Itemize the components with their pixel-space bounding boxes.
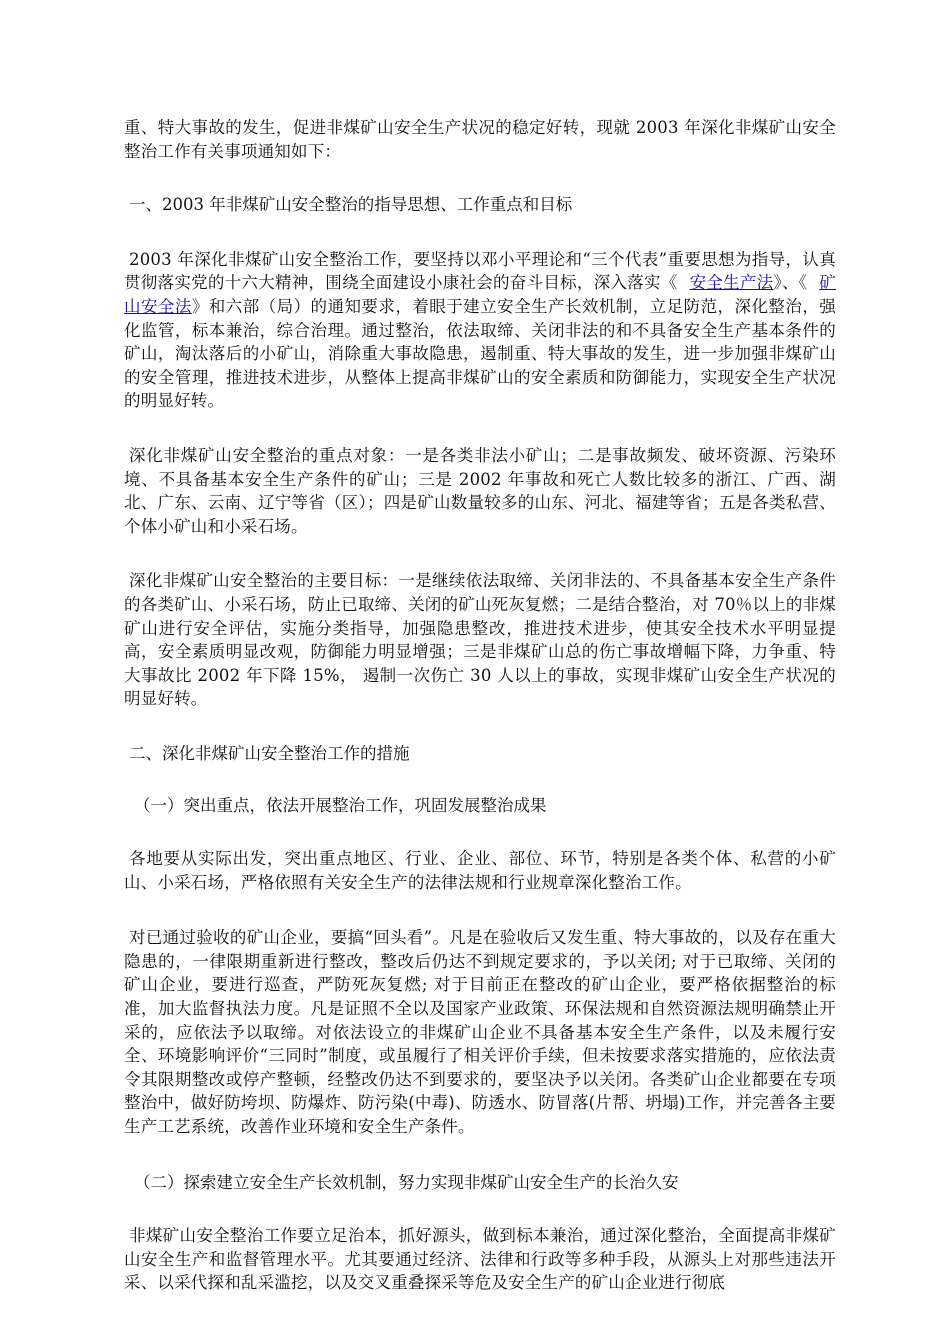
guiding-thought-text-3: 》和六部（局）的通知要求，着眼于建立安全生产长效机制，立足防范，深化整治，强化监管，标本兼治，综合治理。通过整治，依法取缔、关闭非法的和不具备安全生产基本条件的矿山，淘汰落后的小矿山，消除重大事故隐患，遏制重、特大事故的发生，进一步加强非煤矿山的安全管理，推进技术进步，从整体上提高非煤矿山的安全素质和防御能力，实现安全生产状况的明显好转。	[124, 296, 836, 411]
guiding-thought-paragraph	[124, 248, 836, 413]
guiding-thought-text-2: 》、《	[773, 273, 808, 293]
section-2-heading: 二、深化非煤矿山安全整治工作的措施	[129, 743, 410, 763]
main-goals-paragraph: 深化非煤矿山安全整治的主要目标：一是继续依法取缔、关闭非法的、不具备基本安全生产条件的各类矿山、小采石场，防止已取缔、关闭的矿山死灰复燃；二是结合整治，对 70％以上的非煤矿山进行安全评估，实施分类指导，加强隐患整改，推进技术进步，使其安全技术水平明显提高，安全素质明显改观，防御能力明显增强；三是非煤矿山总的伤亡事故增幅下降，力争重、特大事故比 2002 年下降 15%， 遏制一次伤亡 30 人以上的事故，实现非煤矿山安全生产状况的明显好转。	[124, 571, 836, 709]
subsection-1-paragraph-2: 对已通过验收的矿山企业，要搞“回头看”。凡是在验收后又发生重、特大事故的，以及存在重大隐患的，一律限期重新进行整改，整改后仍达不到规定要求的，予以关闭; 对于已取缔、关闭的矿山企业，要进行巡查，严防死灰复燃; 对于目前正在整改的矿山企业，要严格依据整治的标准，加大监督执法力度。凡是证照不全以及国家产业政策、环保法规和自然资源法规明确禁止开采的，应依法予以取缔。对依法设立的非煤矿山企业不具备基本安全生产条件，以及未履行安全、环境影响评价“三同时”制度，或虽履行了相关评价手续，但未按要求落实措施的，应依法责令其限期整改或停产整顿，经整改仍达不到要求的，要坚决予以关闭。各类矿山企业都要在专项整治中，做好防垮坝、防爆炸、防污染(中毒)、防透水、防冒落(片帮、坍塌)工作，并完善各主要生产工艺系统，改善作业环境和安全生产条件。	[124, 928, 836, 1136]
work-safety-law-link[interactable]: 安全生产法	[689, 273, 774, 293]
subsection-1-paragraph-1: 各地要从实际出发，突出重点地区、行业、企业、部位、环节，特别是各类个体、私营的小矿山、小采石场，严格依照有关安全生产的法律法规和行业规章深化整治工作。	[124, 849, 836, 892]
guiding-thought-text-1: 2003 年深化非煤矿山安全整治工作，要坚持以邓小平理论和“三个代表”重要思想为指导，认真贯彻落实党的十六大精神，围绕全面建设小康社会的奋斗目标，深入落实《	[124, 249, 836, 293]
key-targets-paragraph: 深化非煤矿山安全整治的重点对象：一是各类非法小矿山；二是事故频发、破坏资源、污染环境、不具备基本安全生产条件的矿山；三是 2002 年事故和死亡人数比较多的浙江、广西、湖北、广东、云南、辽宁等省（区）；四是矿山数量较多的山东、河北、福建等省；五是各类私营、个体小矿山和小采石场。	[124, 445, 836, 536]
subsection-1-heading: （一）突出重点，依法开展整治工作，巩固发展整治成果	[134, 796, 547, 816]
intro-paragraph: 重、特大事故的发生，促进非煤矿山安全生产状况的稳定好转，现就 2003 年深化非煤矿山安全整治工作有关事项通知如下：	[124, 118, 836, 161]
section-1-heading: 一、2003 年非煤矿山安全整治的指导思想、工作重点和目标	[129, 195, 573, 215]
subsection-2-heading: （二）探索建立安全生产长效机制，努力实现非煤矿山安全生产的长治久安	[134, 1172, 679, 1192]
subsection-2-paragraph-1: 非煤矿山安全整治工作要立足治本，抓好源头，做到标本兼治，通过深化整治，全面提高非煤矿山安全生产和监督管理水平。尤其要通过经济、法律和行政等多种手段，从源头上对那些违法开采、以采代探和乱采滥挖，以及交叉重叠探采等危及安全生产的矿山企业进行彻底	[124, 1226, 836, 1293]
mine-safety-law-link[interactable]: 矿山安全法	[124, 273, 836, 316]
document-page	[124, 116, 836, 1325]
